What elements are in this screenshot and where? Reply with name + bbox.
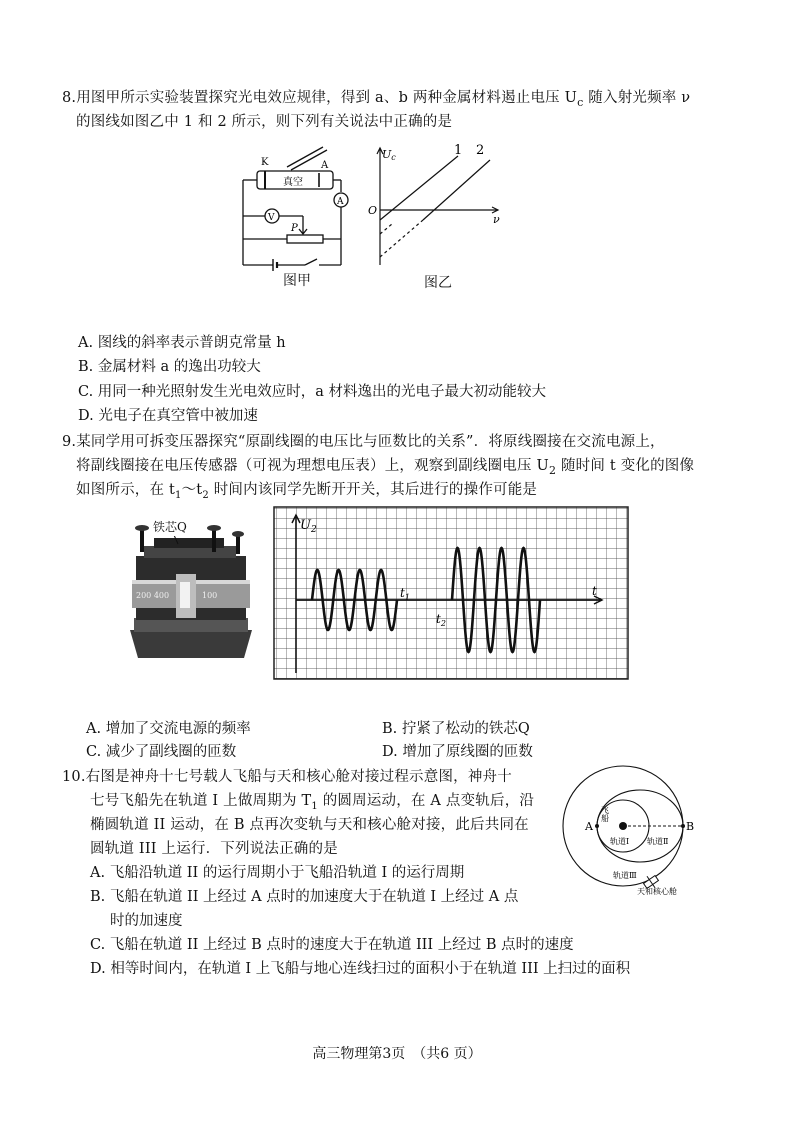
orbit-label-3: 轨道Ⅲ [613,871,637,880]
graph-u2-label: $U_2$ [300,518,317,535]
orbit-label-2: 轨道Ⅱ [647,837,669,846]
label-ammeter: A [337,197,344,207]
label-p: P [291,223,298,234]
coil-label-right: 100 [202,591,218,600]
q10-stem-line-3: 椭圆轨道 II 运动，在 B 点再次变轨与天和核心舱对接，此后共同在 [90,817,529,833]
q8-figure-graph [368,140,508,270]
q9-voltage-graph [272,505,632,683]
q8-text-tail: 随入射光频率 ν [583,90,691,106]
q8-option-d: D. 光电子在真空管中被加速 [78,408,258,424]
q10-option-a: A. 飞船沿轨道 II 的运行周期小于飞船沿轨道 I 的运行周期 [90,865,465,881]
graph-line-2-label: 2 [476,143,485,158]
q8-figure-b-caption: 图乙 [424,275,452,291]
q9-text-a: 将副线圈接在电压传感器（可视为理想电压表）上，观察到副线圈电压 U [76,458,549,474]
graph-line-1-label: 1 [454,143,463,158]
q9-sub: 2 [548,463,557,477]
q9-text-3a: 如图所示，在 t [76,482,176,498]
graph-t2-label: $t_2$ [436,612,446,628]
orbit-label-ship: 飞船 [600,806,610,822]
q8-option-a: A. 图线的斜率表示普朗克常量 h [78,335,286,351]
q9-text-3b: ～t [181,482,203,498]
q9-stem-line-2 [76,456,694,481]
q9-option-b: B. 拧紧了松动的铁芯Q [382,721,530,737]
q10-sub: 1 [311,800,318,812]
q9-transformer-photo [124,510,258,660]
label-a: A [321,160,329,171]
q8-stem-line-2: 的图线如图乙中 1 和 2 所示，则下列有关说法中正确的是 [76,114,453,130]
q9-stem-line-1: 9.某同学用可拆变压器探究“原副线圈的电压比与匝数比的关系”．将原线圈接在交流电源上， [62,434,665,450]
graph-line-2 [423,160,490,220]
orbit-label-b: B [686,820,695,833]
q9-sub-t2: 2 [202,489,209,501]
q9-core-label: 铁芯Q [153,520,187,534]
q8-text: 8.用图甲所示实验装置探究光电效应规律，得到 a、b 两种金属材料遏止电压 U [62,90,578,106]
graph-x-label: ν [493,213,500,226]
q9-stem-line-3 [76,480,537,506]
q10-stem-line-2 [90,791,534,817]
q10-stem-line-4: 圆轨道 III 上运行．下列说法正确的是 [90,841,338,857]
q10-orbit-diagram [555,764,703,900]
q8-option-b: B. 金属材料 a 的逸出功较大 [78,359,261,375]
q9-option-c: C. 减少了副线圈的匝数 [86,744,237,760]
label-k: K [261,157,269,168]
graph-origin: O [368,204,378,217]
page-footer: 高三物理第3页 （共6 页） [312,1046,482,1062]
graph-t1-label: $t_1$ [400,586,410,602]
q9-sub-t1: 1 [175,489,182,501]
q8-figure-circuit [235,145,355,275]
q8-stem-line-1 [62,88,690,113]
graph-t-label: t [592,584,597,598]
q10-option-d: D. 相等时间内，在轨道 I 上飞船与地心连线扫过的面积小于在轨道 III 上扫过的面积 [90,961,631,977]
q8-figure-a-caption: 图甲 [283,273,311,289]
orbit-label-station: 天和核心舱 [637,887,677,896]
orbit-label-1: 轨道Ⅰ [610,837,630,846]
q10-text-2b: 的圆周运动，在 A 点变轨后，沿 [317,793,535,809]
q9-text-b: 随时间 t 变化的图像 [556,458,695,474]
q8-sub: c [577,95,584,109]
q8-option-c: C. 用同一种光照射发生光电效应时，a 材料逸出的光电子最大初动能较大 [78,384,547,400]
q10-stem-line-1: 10.右图是神舟十七号载人飞船与天和核心舱对接过程示意图，神舟十 [62,769,512,785]
coil-label-left: 200 400 [136,591,170,600]
rheostat [287,235,323,243]
orbit-label-a: A [585,820,593,833]
q10-option-c: C. 飞船在轨道 II 上经过 B 点时的速度大于在轨道 III 上经过 B 点时的速度 [90,937,574,953]
q10-option-b-line-2: 时的加速度 [110,913,183,929]
earth [619,822,627,830]
q9-option-d: D. 增加了原线圈的匝数 [382,744,533,760]
q10-option-b-line-1: B. 飞船在轨道 II 上经过 A 点时的加速度大于在轨道 I 上经过 A 点 [90,889,519,905]
graph-y-label: Uc [382,148,396,162]
label-vacuum: 真空 [283,177,303,188]
label-voltmeter: V [268,213,275,223]
q9-text-3c: 时间内该同学先断开开关，其后进行的操作可能是 [208,482,538,498]
q9-option-a: A. 增加了交流电源的频率 [86,721,251,737]
q10-text-2a: 七号飞船先在轨道 I 上做周期为 T [90,793,312,809]
